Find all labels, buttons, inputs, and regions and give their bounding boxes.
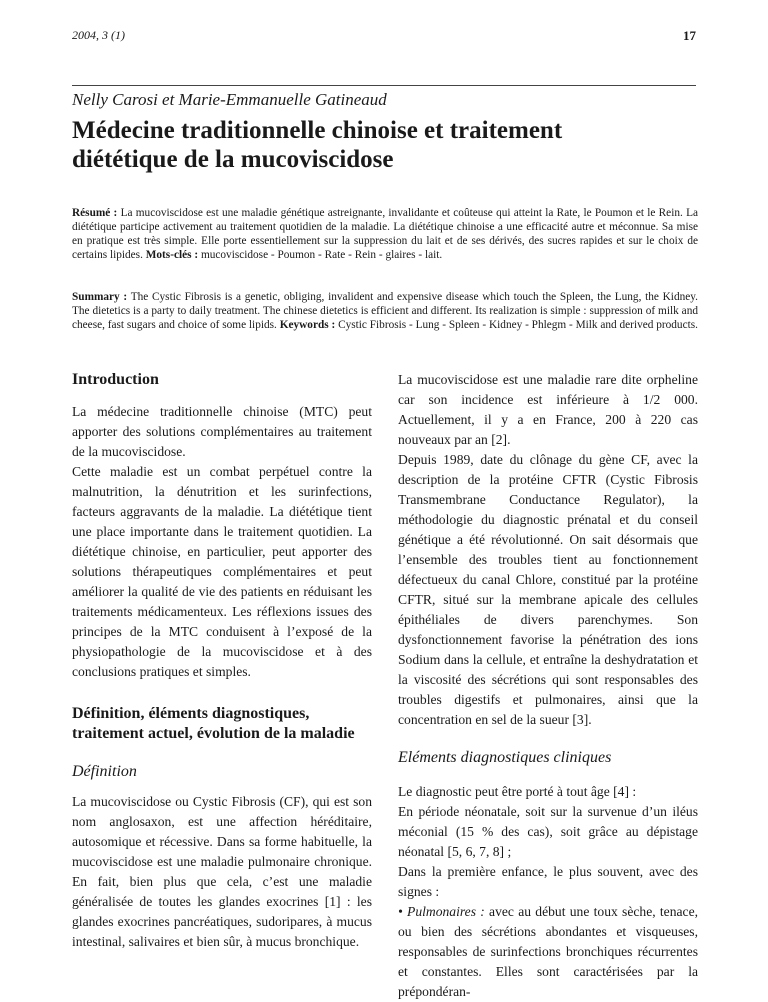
clinical-paragraph-2: En période néonatale, soit sur la survenue d’un iléus méconial (15 % des cas), soit grâce au dépistage néonatal [5, 6, 7, 8] ;: [398, 804, 698, 859]
definition-paragraph: La mucoviscidose ou Cystic Fibrosis (CF), qui est son nom anglosaxon, est une affection héréditaire, autosomique et récessive. Dans sa forme habituelle, la mucoviscidose est une maladie pulmonaire chronique. En fait, bien plus que cela, c’est une maladie généralisée de toutes les glandes exocrines [1] : les glandes exocrines pancréatiques, sudoripares, à mucus intestinal, salivaires et bien sûr, à mucus bronchique.: [72, 794, 372, 949]
keywords-fr: mucoviscidose - Poumon - Rate - Rein - glaires - lait.: [200, 249, 443, 261]
running-header: [72, 28, 696, 44]
right-column: [398, 370, 698, 1002]
clinical-paragraph-1: Le diagnostic peut être porté à tout âge [4] :: [398, 784, 637, 799]
keywords-en-label: Keywords :: [279, 319, 336, 331]
abstract-text: La mucoviscidose est une maladie génétique astreignante, invalidante et coûteuse qui atteint la Rate, le Poumon et le Rein. La diététique participe activement au traitement quotidien de la maladie. La diététique chinoise a une efficacité autre et méconnue. Sa mise en pratique est très simple. Elle porte essentiellement sur la suppression du lait et de ses dérivés, des sucres rapides et sur le choix de certains lipides.: [72, 207, 698, 261]
section-heading-line-1: Définition, éléments diagnostiques,: [72, 705, 310, 722]
intro-paragraph-2: Cette maladie est un combat perpétuel contre la malnutrition, la dénutrition et les surinfections, facteurs aggravants de la maladie. La diététique tient une place importante dans le traitement quotidien. La diététique chinoise, en particulier, peut apporter des solutions thérapeutiques complémentaires et peut améliorer la qualité de vie des patients en réduisant les traitements médicamenteux. Les réflexions issues des principes de la MTC conduisent à l’exposé de la physiopathologie de la mucoviscidose et à des conclusions pratiques et simples.: [72, 464, 372, 679]
clinical-paragraph-4: [398, 902, 698, 1002]
section-heading: [72, 704, 372, 744]
journal-issue: 2004, 3 (1): [72, 28, 125, 42]
article-authors: Nelly Carosi et Marie-Emmanuelle Gatineaud: [72, 90, 387, 109]
definition-heading: Définition: [72, 763, 137, 780]
right-paragraph-2: Depuis 1989, date du clônage du gène CF, avec la description de la protéine CFTR (Cystic Fibrosis Transmembrane Conductance Regulator), la méthodologie du diagnostic prénatal et du conseil génétique a été révolutionné. On sait désormais que l’ensemble des troubles tient au fonctionnement défectueux du canal Chlore, constitué par la protéine CFTR, situé sur la membrane apicale des cellules épithéliales de divers parenchymes. Son dysfonctionnement favorise la pénétration des ions Sodium dans la cellule, et entraîne la deshydratation et la viscosité des sécrétions qui sont responsables des troubles digestifs et pulmonaires, ainsi que la concentration en sel de la sueur [3].: [398, 452, 698, 727]
right-paragraph-1: La mucoviscidose est une maladie rare dite orpheline car son incidence est inférieure à 1/2 000. Actuellement, il y a en France, 200 à 220 cas nouveaux par an [2].: [398, 372, 698, 447]
intro-heading: Introduction: [72, 371, 159, 388]
pulmonary-label: • Pulmonaires :: [398, 904, 485, 919]
title-line-2: diététique de la mucoviscidose: [72, 146, 394, 173]
title-line-1: Médecine traditionnelle chinoise et traitement: [72, 117, 563, 144]
left-column: [72, 370, 372, 952]
summary-label: Summary :: [72, 291, 128, 303]
clinical-paragraph-3: Dans la première enfance, le plus souvent, avec des signes :: [398, 864, 698, 899]
keywords-en: Cystic Fibrosis - Lung - Spleen - Kidney - Phlegm - Milk and derived products.: [338, 319, 698, 331]
summary-text: The Cystic Fibrosis is a genetic, obliging, invalident and expensive disease which touch the Spleen, the Lung, the Kidney. The dietetics is a party to daily treatment. The chinese dietetics is efficient and different. Its realization is simple : suppression of milk and cheese, fast sugars and choice of some lipids.: [72, 291, 698, 331]
page-number: 17: [683, 28, 696, 43]
header-divider: [72, 85, 696, 86]
clinical-heading: Eléments diagnostiques cliniques: [398, 749, 612, 766]
intro-paragraph-1: La médecine traditionnelle chinoise (MTC) peut apporter des solutions complémentaires au traitement de la mucoviscidose.: [72, 404, 372, 459]
article-title: [72, 116, 712, 174]
abstract-label: Résumé :: [72, 207, 118, 219]
pulmonary-text: avec au début une toux sèche, tenace, ou bien des sécrétions abondantes et visqueuses, responsables de surinfections bronchiques récurrentes et constantes. Elles sont caractérisées par la prépondéran-: [398, 904, 698, 999]
abstract-fr: [72, 206, 698, 262]
abstract-en: [72, 290, 698, 332]
section-heading-line-2: traitement actuel, évolution de la maladie: [72, 725, 355, 742]
keywords-fr-label: Mots-clés :: [145, 249, 199, 261]
